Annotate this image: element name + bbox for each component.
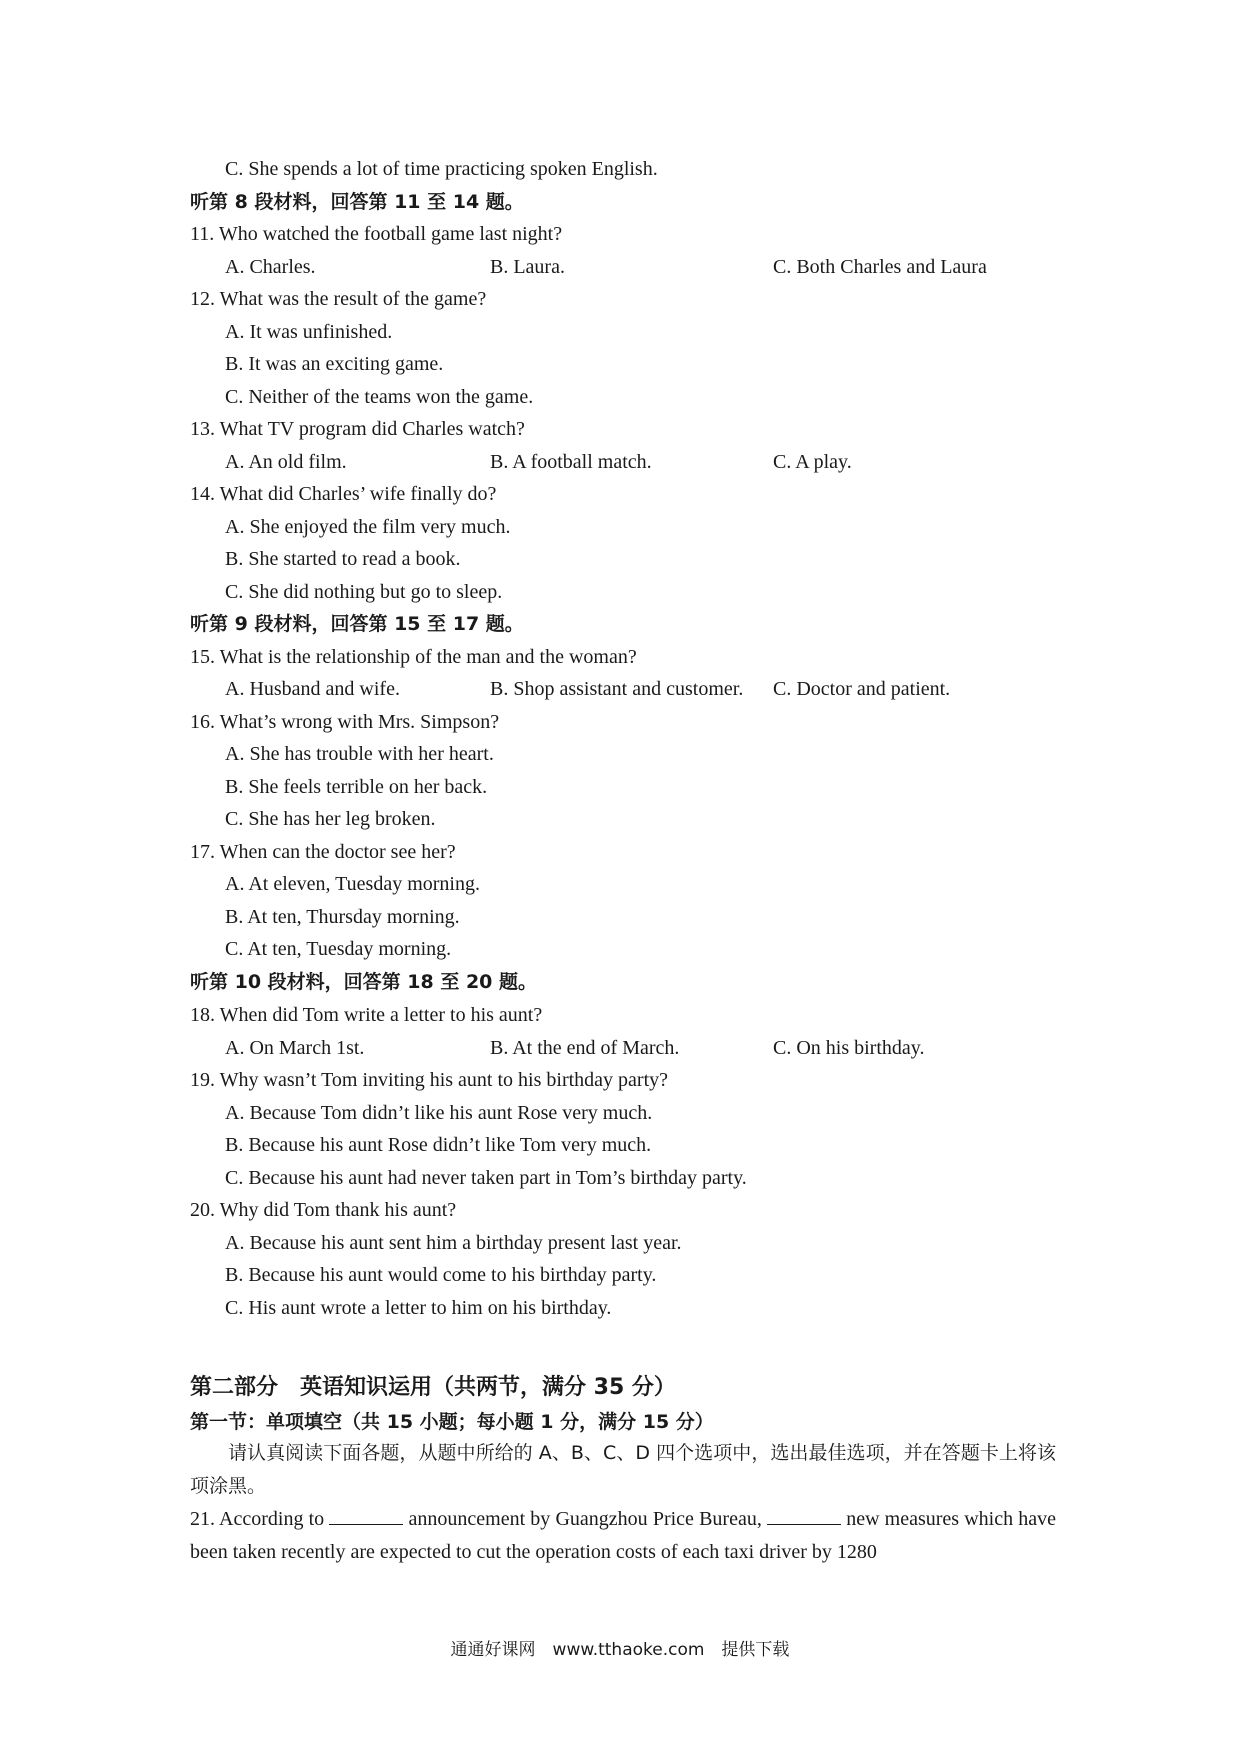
answer-option: B. She started to read a book. [225,548,461,570]
answer-option: C. She has her leg broken. [225,808,436,830]
option-a: A. On March 1st. [225,1037,365,1059]
answer-option: A. Because his aunt sent him a birthday present last year. [225,1232,682,1254]
answer-blank [767,1506,841,1525]
answer-option: C. She spends a lot of time practicing spoken English. [225,158,658,180]
answer-option: C. Because his aunt had never taken part in Tom’s birthday party. [225,1167,747,1189]
answer-options-row [225,450,852,474]
answer-option: B. Because his aunt Rose didn’t like Tom very much. [225,1134,652,1156]
question-text: 12. What was the result of the game? [190,288,487,310]
answer-option: C. She did nothing but go to sleep. [225,581,503,603]
part2-subtitle: 第一节：单项填空（共 15 小题；每小题 1 分，满分 15 分） [190,1411,714,1433]
answer-option: B. Because his aunt would come to his birthday party. [225,1264,657,1286]
option-b: B. Shop assistant and customer. [490,678,744,700]
option-c: C. Both Charles and Laura [773,256,987,278]
footer-source: 通通好课网 www.tthaoke.com 提供下载 [450,1640,790,1660]
answer-option: A. At eleven, Tuesday morning. [225,873,480,895]
question-text: 14. What did Charles’ wife finally do? [190,483,497,505]
question-21-start: 21. According to [190,1508,325,1530]
answer-option: B. She feels terrible on her back. [225,776,488,798]
answer-option: B. It was an exciting game. [225,353,444,375]
answer-option: C. His aunt wrote a letter to him on his birthday. [225,1297,612,1319]
question-text: 11. Who watched the football game last night? [190,223,563,245]
question-21-mid: announcement by Guangzhou Price Bureau, [408,1508,762,1530]
question-text: 18. When did Tom write a letter to his aunt? [190,1004,543,1026]
option-b: B. Laura. [490,256,565,278]
answer-option: C. Neither of the teams won the game. [225,386,534,408]
question-text: 17. When can the doctor see her? [190,841,456,863]
option-c: C. Doctor and patient. [773,678,951,700]
option-a: A. Charles. [225,256,316,278]
question-text: 20. Why did Tom thank his aunt? [190,1199,457,1221]
question-text: 13. What TV program did Charles watch? [190,418,525,440]
option-a: A. An old film. [225,451,347,473]
answer-options-row [225,1036,925,1060]
answer-option: B. At ten, Thursday morning. [225,906,460,928]
answer-blank [329,1506,403,1525]
option-c: C. On his birthday. [773,1037,925,1059]
part2-instructions: 请认真阅读下面各题，从题中所给的 A、B、C、D 四个选项中，选出最佳选项，并在答题卡上将该项涂黑。 [190,1442,1056,1497]
question-text: 16. What’s wrong with Mrs. Simpson? [190,711,500,733]
answer-options-row [225,255,987,279]
question-21 [190,1503,1056,1569]
option-c: C. A play. [773,451,852,473]
section-header: 听第 10 段材料，回答第 18 至 20 题。 [190,971,538,993]
answer-option: A. Because Tom didn’t like his aunt Rose very much. [225,1102,653,1124]
part2-title: 第二部分 英语知识运用（共两节，满分 35 分） [190,1375,676,1400]
answer-options-row [225,677,951,701]
option-a: A. Husband and wife. [225,678,400,700]
question-text: 19. Why wasn’t Tom inviting his aunt to his birthday party? [190,1069,669,1091]
section-header: 听第 8 段材料，回答第 11 至 14 题。 [190,191,524,213]
option-b: B. At the end of March. [490,1037,680,1059]
question-text: 15. What is the relationship of the man and the woman? [190,646,637,668]
answer-option: A. She enjoyed the film very much. [225,516,511,538]
option-b: B. A football match. [490,451,652,473]
answer-option: A. She has trouble with her heart. [225,743,494,765]
question-21-end: new measures which have been taken recently are expected to cut the operation costs of each taxi driver by 1280 [190,1508,1057,1563]
section-header: 听第 9 段材料，回答第 15 至 17 题。 [190,613,524,635]
answer-option: C. At ten, Tuesday morning. [225,938,452,960]
answer-option: A. It was unfinished. [225,321,393,343]
